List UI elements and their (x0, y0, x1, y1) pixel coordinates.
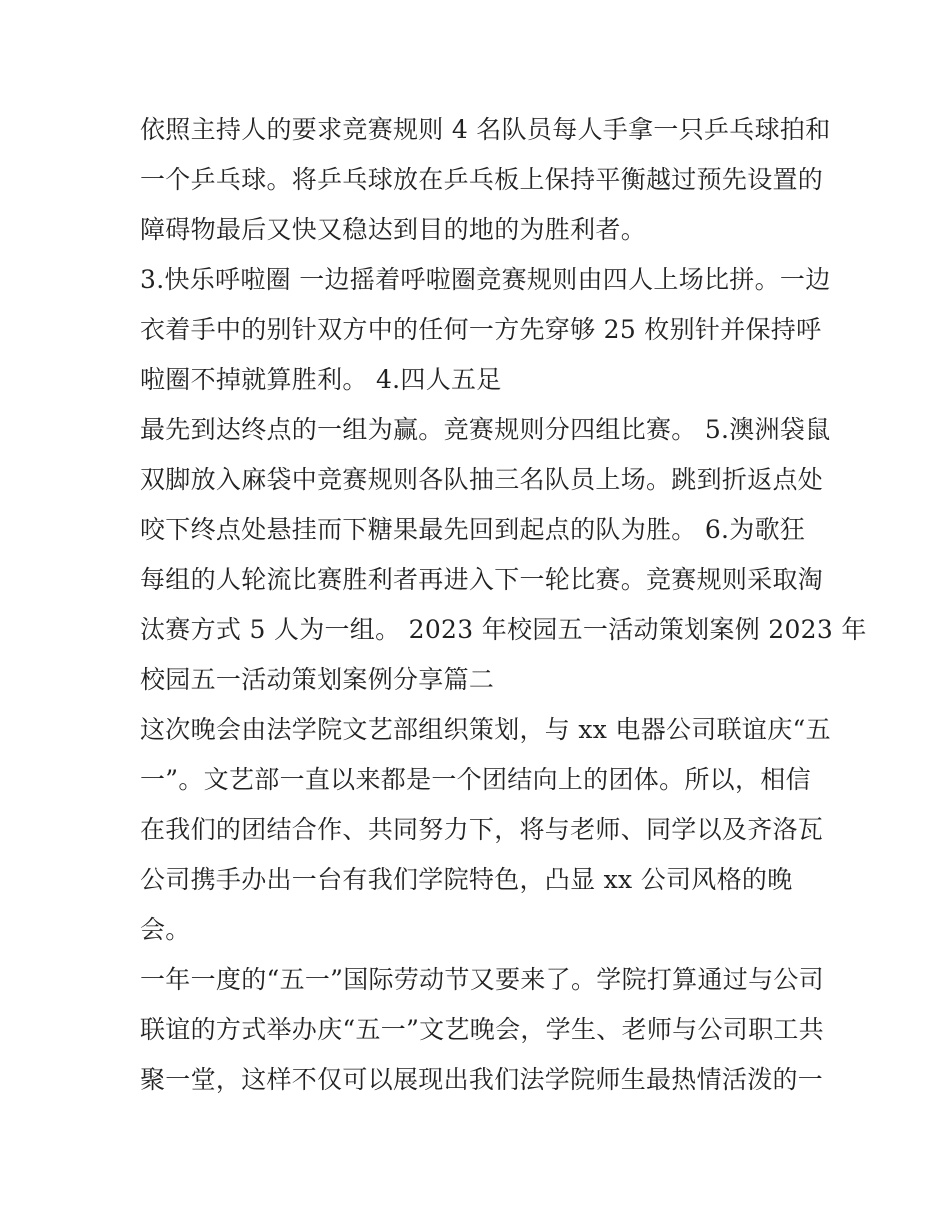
text-line: 联谊的方式举办庆“五一”文艺晚会，学生、老师与公司职工共 (140, 1015, 824, 1044)
text-line: 聚一堂，这样不仅可以展现出我们法学院师生最热情活泼的一 (140, 1065, 824, 1094)
text-line: 每组的人轮流比赛胜利者再进入下一轮比赛。竞赛规则采取淘 (140, 565, 824, 594)
text-line: 在我们的团结合作、共同努力下，将与老师、同学以及齐洛瓦 (140, 815, 824, 844)
text-line: 一个乒乓球。将乒乓球放在乒乓板上保持平衡越过预先设置的 (140, 165, 824, 194)
text-line: 汰赛方式 5 人为一组。 2023 年校园五一活动策划案例 2023 年 (140, 615, 867, 644)
text-line: 咬下终点处悬挂而下糖果最先回到起点的队为胜。 6.为歌狂 (140, 515, 806, 544)
text-line: 双脚放入麻袋中竞赛规则各队抽三名队员上场。跳到折返点处 (140, 465, 824, 494)
text-line: 校园五一活动策划案例分享篇二 (140, 665, 495, 694)
text-line: 3.快乐呼啦圈 一边摇着呼啦圈竞赛规则由四人上场比拼。一边 (140, 265, 831, 294)
text-line: 啦圈不掉就算胜利。 4.四人五足 (140, 365, 502, 394)
text-line: 衣着手中的别针双方中的任何一方先穿够 25 枚别针并保持呼 (140, 315, 822, 344)
text-line: 这次晚会由法学院文艺部组织策划，与 xx 电器公司联谊庆“五 (140, 715, 831, 744)
text-line: 依照主持人的要求竞赛规则 4 名队员每人手拿一只乒乓球拍和 (140, 115, 831, 144)
text-line: 障碍物最后又快又稳达到目的地的为胜利者。 (140, 215, 647, 244)
text-line: 最先到达终点的一组为赢。竞赛规则分四组比赛。 5.澳洲袋鼠 (140, 415, 831, 444)
text-line: 一”。文艺部一直以来都是一个团结向上的团体。所以，相信 (140, 765, 811, 794)
text-line: 公司携手办出一台有我们学院特色，凸显 xx 公司风格的晚 (140, 865, 793, 894)
text-line: 一年一度的“五一”国际劳动节又要来了。学院打算通过与公司 (140, 965, 824, 994)
text-line: 会。 (140, 915, 191, 944)
